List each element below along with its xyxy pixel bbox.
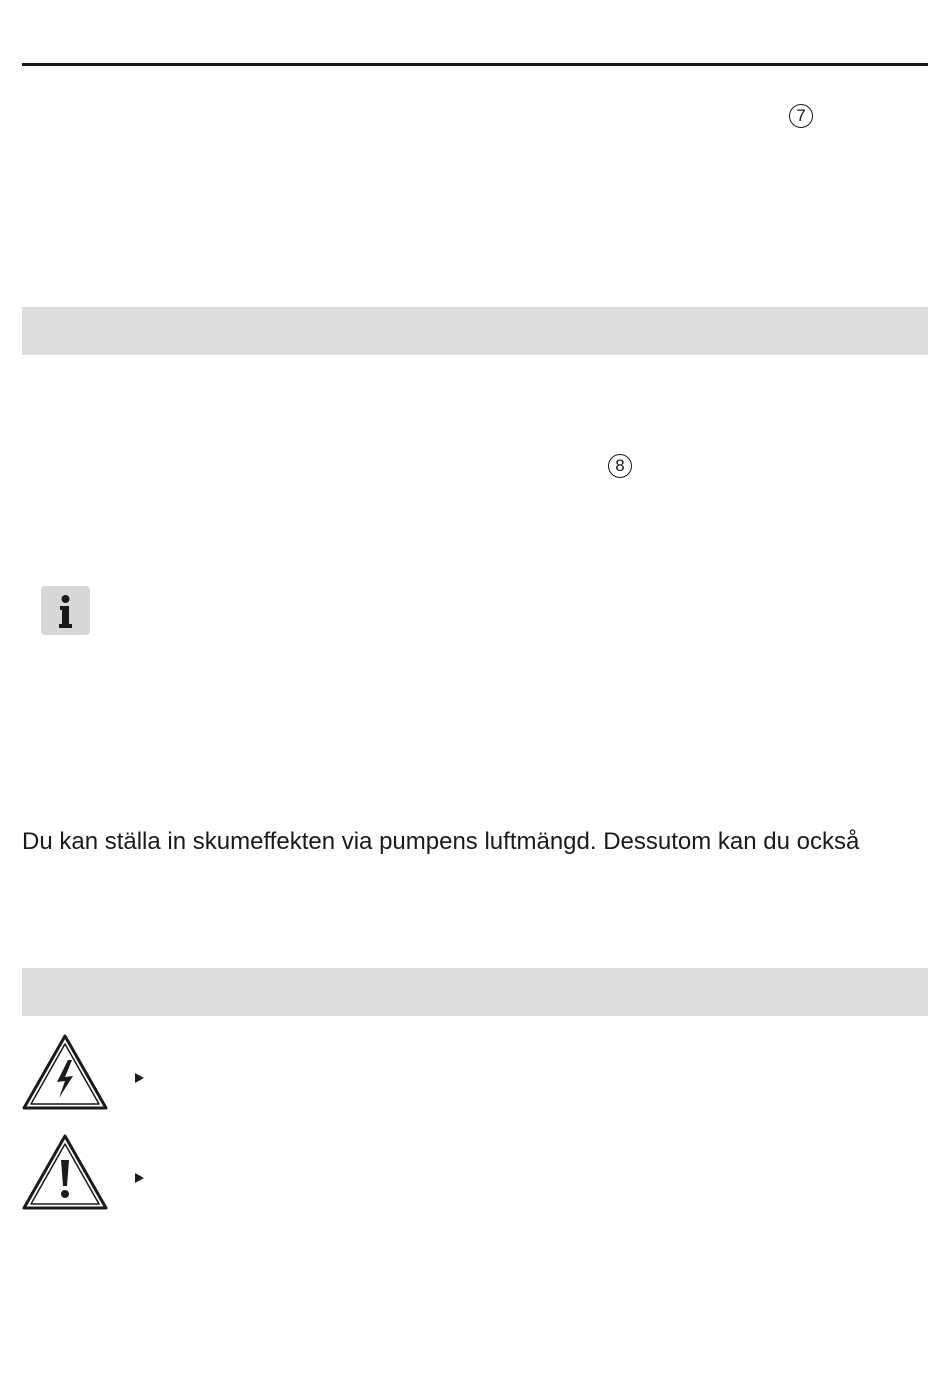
bullet-arrow-icon: [135, 1173, 144, 1183]
general-warning-icon: [22, 1134, 108, 1210]
reference-number-7: 7: [789, 104, 813, 128]
bullet-arrow-icon: [135, 1073, 144, 1083]
electric-shock-warning-icon: [22, 1034, 108, 1110]
info-icon: [41, 586, 90, 635]
section-heading-bar-safety: [22, 968, 928, 1016]
header-rule: [22, 63, 928, 66]
body-paragraph: Du kan ställa in skumeffekten via pumpens luftmängd. Dessutom kan du också: [22, 828, 860, 855]
reference-number-8: 8: [608, 454, 632, 478]
section-heading-bar: [22, 307, 928, 355]
